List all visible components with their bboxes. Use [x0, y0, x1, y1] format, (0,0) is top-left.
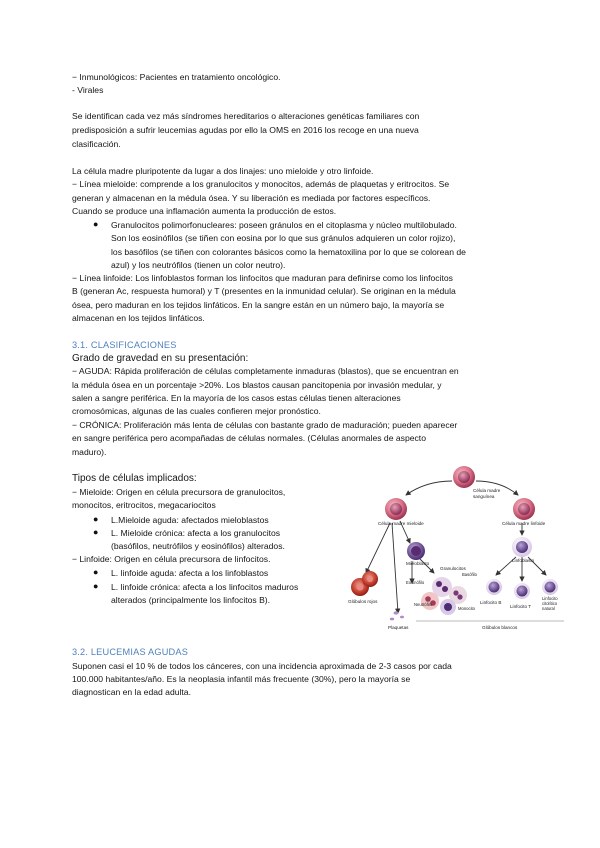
label-mieloblasto: Mieloblasto	[406, 561, 430, 566]
myeloid-stem-cell	[385, 498, 407, 520]
linfoide-line: − Línea linfoide: Los linfoblastos forman los linfocitos que maduran para definirse como los linfocitos	[72, 273, 453, 283]
label-granulocitos: Granulocitos	[440, 566, 466, 571]
clasif-line: la médula ósea en un porcentaje >20%. Los blastos causan pancitopenia por invasión medular, y	[72, 380, 442, 390]
red-blood-cells	[351, 571, 378, 596]
para2-line: Cuando se produce una inflamación aumenta la producción de estos.	[72, 206, 337, 216]
label-stem-2: sanguínea	[473, 494, 495, 499]
intro-line-1: − Inmunológicos: Pacientes en tratamiento oncológico.	[72, 72, 281, 82]
para1-line: clasificación.	[72, 139, 121, 149]
clasif-line: − CRÓNICA: Proliferación más lenta de células con bastante grado de maduración; pueden aparecer	[72, 420, 458, 430]
label-linfocito-b: Linfocito B	[480, 600, 502, 605]
linfoide-bullet: alterados (principalmente los linfocitos B).	[111, 595, 271, 605]
section-heading-3-2: 3.2. LEUCEMIAS AGUDAS	[72, 647, 189, 657]
lymphocyte-b	[486, 579, 502, 595]
granulocitos-line: Granulocitos polimorfonucleares: poseen gránulos en el citoplasma y núcleo multilobulado.	[111, 220, 457, 230]
gravedad-subheading: Grado de gravedad en su presentación:	[72, 353, 249, 364]
bullet-dot: ●	[93, 581, 99, 591]
tipos-subheading: Tipos de células implicados:	[72, 473, 197, 484]
mieloide-line: − Mieloide: Origen en célula precursora de granulocitos,	[72, 487, 286, 497]
granulocitos-line: Son los eosinófilos (se tiñen con eosina por lo que sus gránulos adquieren un color rojizo),	[111, 233, 456, 243]
lymphocyte-nk	[542, 579, 558, 595]
label-nk-1: Linfocito	[542, 596, 558, 601]
label-globulos-blancos: Glóbulos blancos	[482, 625, 518, 630]
linfoblasto-cell	[512, 537, 532, 557]
blood-cell-lineage-diagram	[346, 463, 566, 633]
linfoide-bullet: L. linfoide crónica: afecta a los linfocitos maduros	[111, 582, 299, 592]
para1-line: predisposición a sufrir leucemias agudas por ello la OMS en 2016 los recoge en una nueva	[72, 125, 419, 135]
clasif-line: cromosómicas, algunas de las cuales confieren mejor pronóstico.	[72, 406, 321, 416]
platelets	[390, 611, 404, 620]
clasif-line: en sangre periférica pero acompañadas de células normales. (Células anormales de aspecto	[72, 433, 426, 443]
label-linfoblasto: Linfoblasto	[512, 558, 535, 563]
section-heading-3-1: 3.1. CLASIFICACIONES	[72, 340, 177, 350]
mieloide-bullet: L. Mieloide crónica: afecta a los granulocitos	[111, 528, 281, 538]
label-stem-1: Célula madre	[473, 488, 501, 493]
mieloide-line: monocitos, eritrocitos, megacariocitos	[72, 500, 216, 510]
clasif-line: maduro).	[72, 447, 107, 457]
label-monocito: Monocito	[458, 606, 475, 611]
linfoide-line: almacenan en los tejidos linfáticos.	[72, 313, 205, 323]
para1-line: Se identifican cada vez más síndromes hereditarios o alteraciones genéticas familiares con	[72, 111, 420, 121]
leucemias-line: 100.000 habitantes/año. Es la neoplasia infantil más frecuente (30%), pero la mayoría se	[72, 674, 411, 684]
linfoide-line: ósea, pero maduran en los tejidos linfáticos. En la sangre están en un número bajo, la mayoría se	[72, 300, 445, 310]
label-nk-3: natural	[542, 606, 555, 611]
clasif-line: salen a sangre periférica. En la mayoría de los casos estas células tienen alteraciones	[72, 393, 401, 403]
granulocitos-line: los basófilos (se tiñen con colorantes básicos como la hematoxilina por lo que se colorean de	[111, 247, 466, 257]
label-globulos-rojos: Glóbulos rojos	[348, 599, 378, 604]
label-linfocito-t: Linfocito T	[510, 604, 532, 609]
bullet-dot: ●	[93, 219, 99, 229]
linfoide-tipo-line: − Linfoide: Origen en célula precursora de linfocitos.	[72, 554, 271, 564]
para2-line: generan y almacenan en la médula ósea. Y su liberación es mediada por factores específicos.	[72, 193, 431, 203]
clasif-line: − AGUDA: Rápida proliferación de células completamente inmaduras (blastos), que se encuentran en	[72, 366, 459, 376]
mieloblasto-cell	[407, 542, 425, 560]
label-plaquetas: Plaquetas	[388, 625, 409, 630]
label-neutrofilo: Neutrófilo	[414, 602, 432, 607]
label-nk-2: citolítico	[542, 601, 558, 606]
para2-line: − Línea mieloide: comprende a los granulocitos y monocitos, además de plaquetas y eritrocitos. Se	[72, 179, 450, 189]
lymphoid-stem-cell	[513, 498, 535, 520]
leucemias-line: diagnostican en la edad adulta.	[72, 687, 191, 697]
label-myeloid: Célula madre mieloide	[378, 521, 424, 526]
mieloide-bullet: (basófilos, neutrófilos y eosinófilos) alterados.	[111, 541, 285, 551]
intro-line-2: - Virales	[72, 85, 104, 95]
stem-cell	[453, 466, 475, 488]
granulocitos-line: azul) y los neutrófilos (tienen un color neutro).	[111, 260, 286, 270]
label-eosinofilo: Eosinófilo	[406, 580, 425, 585]
linfoide-bullet: L. linfoide aguda: afecta a los linfoblastos	[111, 568, 269, 578]
bullet-dot: ●	[93, 567, 99, 577]
label-basofilo: Basófilo	[462, 572, 477, 577]
label-lymphoid: Célula madre linfoide	[502, 521, 546, 526]
para2-line: La célula madre pluripotente da lugar a dos linajes: uno mieloide y otro linfoide.	[72, 166, 374, 176]
linfoide-line: B (generan Ac, respuesta humoral) y T (presentes en la inmunidad celular). Se originan en la médula	[72, 286, 456, 296]
mieloide-bullet: L.Mieloide aguda: afectados mieloblastos	[111, 515, 269, 525]
bullet-dot: ●	[93, 527, 99, 537]
leucemias-line: Suponen casi el 10 % de todos los cánceres, con una incidencia aproximada de 2-3 casos por cada	[72, 661, 452, 671]
bullet-dot: ●	[93, 514, 99, 524]
lymphocyte-t	[514, 583, 530, 599]
